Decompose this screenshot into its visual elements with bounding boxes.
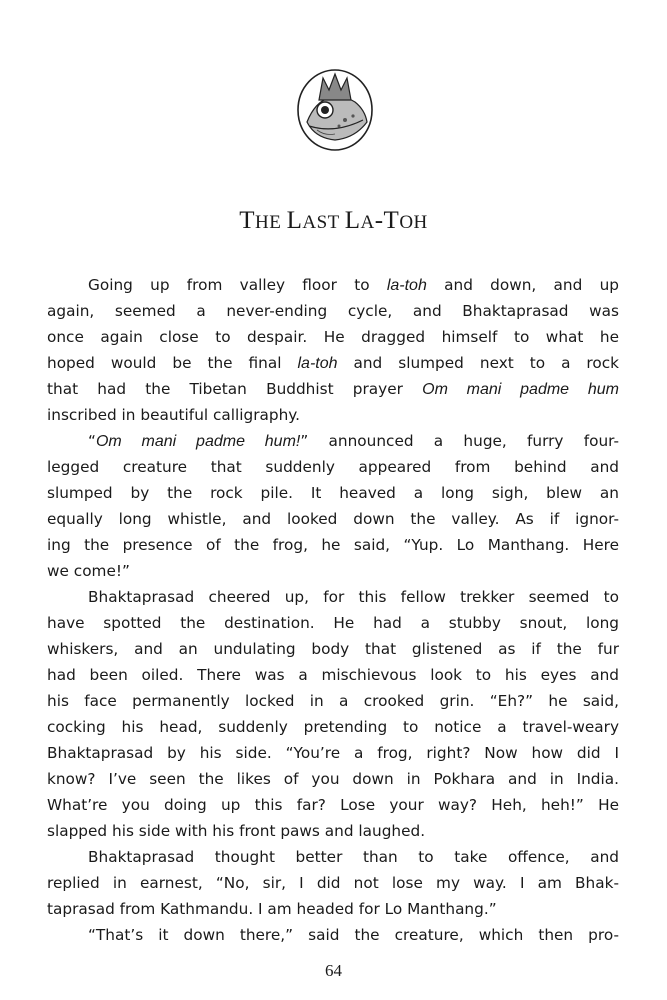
text-line: know? I’ve seen the likes of you down in Pokhara and in India. — [47, 770, 619, 788]
chapter-title: THE LAST LA-TOH — [239, 207, 428, 234]
text-line: Bhaktaprasad thought better than to take offence, and — [88, 848, 619, 866]
text-line: cocking his head, suddenly pretending to notice a travel-weary — [47, 718, 619, 736]
text-line: Going up from valley floor to la-toh and down, and up — [88, 276, 619, 294]
text-line: legged creature that suddenly appeared from behind and — [47, 458, 619, 476]
text-line: have spotted the destination. He had a stubby snout, long — [47, 614, 619, 632]
text-line: taprasad from Kathmandu. I am headed for Lo Manthang.” — [47, 900, 497, 918]
text-line: inscribed in beautiful calligraphy. — [47, 406, 301, 424]
text-line: hoped would be the final la-toh and slumped next to a rock — [47, 354, 619, 372]
text-line: whiskers, and an undulating body that glistened as if the fur — [47, 640, 619, 658]
text-line: his face permanently locked in a crooked grin. “Eh?” he said, — [47, 692, 619, 710]
frog-emblem-icon — [295, 60, 375, 154]
text-line: slapped his side with his front paws and laughed. — [47, 822, 426, 840]
text-line: we come!” — [47, 562, 130, 580]
text-line: once again close to despair. He dragged himself to what he — [47, 328, 619, 346]
text-line: ing the presence of the frog, he said, “Yup. Lo Manthang. Here — [47, 536, 619, 554]
text-line: replied in earnest, “No, sir, I did not lose my way. I am Bhak- — [47, 874, 619, 892]
text-line: “That’s it down there,” said the creature, which then pro- — [88, 926, 619, 944]
text-line: Bhaktaprasad cheered up, for this fellow trekker seemed to — [88, 588, 619, 606]
text-line: again, seemed a never-ending cycle, and Bhaktaprasad was — [47, 302, 619, 320]
text-line: “Om mani padme hum!” announced a huge, furry four- — [88, 432, 619, 450]
text-line: What’re you doing up this far? Lose your way? Heh, heh!” He — [47, 796, 619, 814]
page-number: 64 — [325, 961, 342, 980]
text-line: Bhaktaprasad by his side. “You’re a frog, right? Now how did I — [47, 744, 619, 762]
text-line: had been oiled. There was a mischievous look to his eyes and — [47, 666, 619, 684]
text-line: that had the Tibetan Buddhist prayer Om mani padme hum — [47, 380, 619, 398]
text-line: slumped by the rock pile. It heaved a long sigh, blew an — [47, 484, 619, 502]
text-line: equally long whistle, and looked down the valley. As if ignor- — [47, 510, 619, 528]
body-text — [47, 272, 619, 948]
